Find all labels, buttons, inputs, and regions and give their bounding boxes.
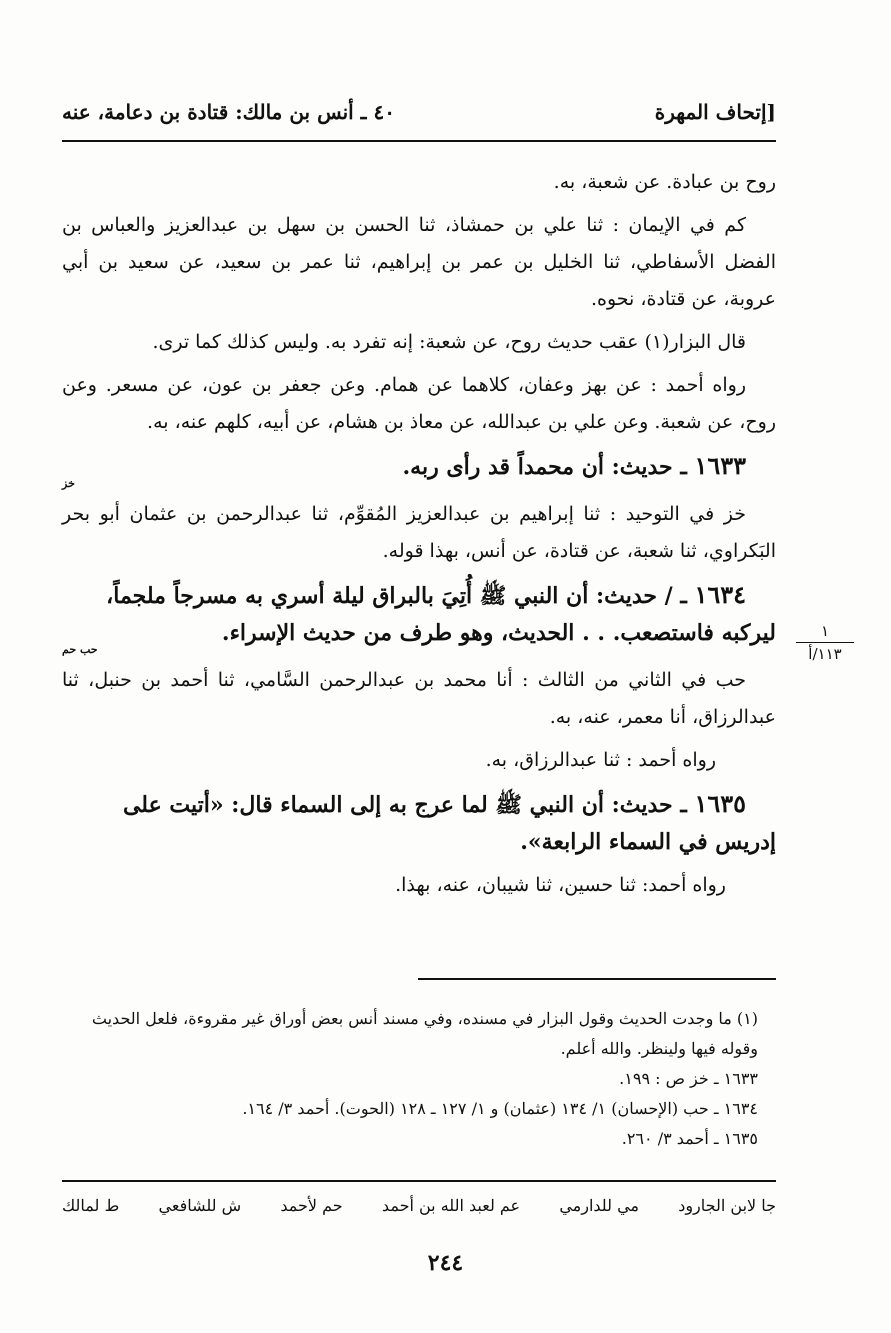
footnote-reference: ١٦٣٣ ـ خز ص : ١٩٩. xyxy=(619,1069,758,1088)
abbreviations-rule xyxy=(62,1180,776,1182)
header-chapter-title: ٤٠ ـ أنس بن مالك: قتادة بن دعامة، عنه xyxy=(62,100,395,124)
header-rule xyxy=(62,140,776,142)
abbreviation: حم لأحمد xyxy=(280,1196,343,1215)
abbreviation: ط لمالك xyxy=(62,1196,120,1215)
entry-number: ١٦٣٤ xyxy=(694,580,746,609)
paragraph: روح بن عبادة. عن شعبة، به. xyxy=(553,171,776,193)
header-book-title: [إتحاف المهرة xyxy=(654,100,776,124)
abbreviation: عم لعبد الله بن أحمد xyxy=(381,1196,521,1215)
running-header xyxy=(62,92,776,132)
entry-1633 xyxy=(62,447,776,490)
abbreviation: ش للشافعي xyxy=(158,1196,242,1215)
entry-text: ـ / حديث: أن النبي ﷺ أُتِيَ بالبراق ليلة أسري به مسرجاً ملجماً، ليركبه فاستصعب. . . الحديث، وهو طرف من حديث الإسراء. xyxy=(106,583,776,646)
paragraph: رواه أحمد : عن بهز وعفان، كلاهما عن همام. وعن جعفر بن عون، عن مسعر. وعن روح، عن شعبة. وعن علي بن عبدالله، عن معاذ بن هشام، عن أبيه، كلهم عنه، به. xyxy=(62,374,776,433)
abbreviation: مي للدارمي xyxy=(559,1196,639,1215)
footnote-reference: ١٦٣٤ ـ حب (الإحسان) ١/ ١٣٤ (عثمان) و ١/ ١٢٧ ـ ١٢٨ (الحوت). أحمد ٣/ ١٦٤. xyxy=(242,1099,758,1118)
entry-text: ـ حديث: أن النبي ﷺ لما عرج به إلى السماء قال: «أتيت على إدريس في السماء الرابعة». xyxy=(122,792,776,855)
footnote-reference: ١٦٣٥ ـ أحمد ٣/ ٢٦٠. xyxy=(621,1129,758,1148)
folio-marker: ١ xyxy=(820,622,830,640)
entry-siglum: خز xyxy=(62,477,75,490)
footnotes xyxy=(62,1004,776,1154)
entry-1635 xyxy=(62,785,776,861)
paragraph: كم في الإيمان : ثنا علي بن حمشاذ، ثنا الحسن بن سهل بن عبدالعزيز والعباس بن الفضل الأسفاطي، ثنا الخليل بن عمر بن إبراهيم، ثنا عمر بن سعيد، عن سعيد بن أبي عروبة، عن قتادة، نحوه. xyxy=(62,214,776,310)
footnote: (١) ما وجدت الحديث وقول البزار في مسنده، وفي مسند أنس بعض أوراق غير مقروءة، فلعل الحديث وقوله فيها ولينظر. والله أعلم. xyxy=(91,1009,758,1058)
folio-divider xyxy=(796,642,854,643)
footnote-rule xyxy=(418,978,776,980)
entry-text: ـ حديث: أن محمداً قد رأى ربه. xyxy=(402,454,687,480)
paragraph: رواه أحمد : ثنا عبدالرزاق، به. xyxy=(485,749,716,771)
abbreviation: جا لابن الجارود xyxy=(678,1196,776,1215)
page-number: ٢٤٤ xyxy=(427,1250,464,1276)
paragraph: حب في الثاني من الثالث : أنا محمد بن عبدالرحمن السَّامي، ثنا أحمد بن حنبل، ثنا عبدالرزاق، أنا معمر، عنه، به. xyxy=(62,669,776,728)
main-text xyxy=(62,164,776,910)
paragraph: خز في التوحيد : ثنا إبراهيم بن عبدالعزيز المُقوِّم، ثنا عبدالرحمن بن عثمان أبو بحر البَكراوي، ثنا شعبة، عن قتادة، عن أنس، بهذا قوله. xyxy=(62,503,776,562)
entry-number: ١٦٣٥ xyxy=(694,789,746,818)
folio-number: ١١٣/أ xyxy=(808,645,842,663)
entry-1634 xyxy=(62,576,776,656)
paragraph: رواه أحمد: ثنا حسين، ثنا شيبان، عنه، بهذا. xyxy=(395,874,726,896)
entry-siglum: حب حم xyxy=(62,643,98,656)
manuscript-folio-note xyxy=(790,622,860,663)
entry-number: ١٦٣٣ xyxy=(694,451,746,480)
paragraph: قال البزار(١) عقب حديث روح، عن شعبة: إنه تفرد به. وليس كذلك كما ترى. xyxy=(152,331,746,353)
abbreviations-key xyxy=(62,1196,776,1215)
